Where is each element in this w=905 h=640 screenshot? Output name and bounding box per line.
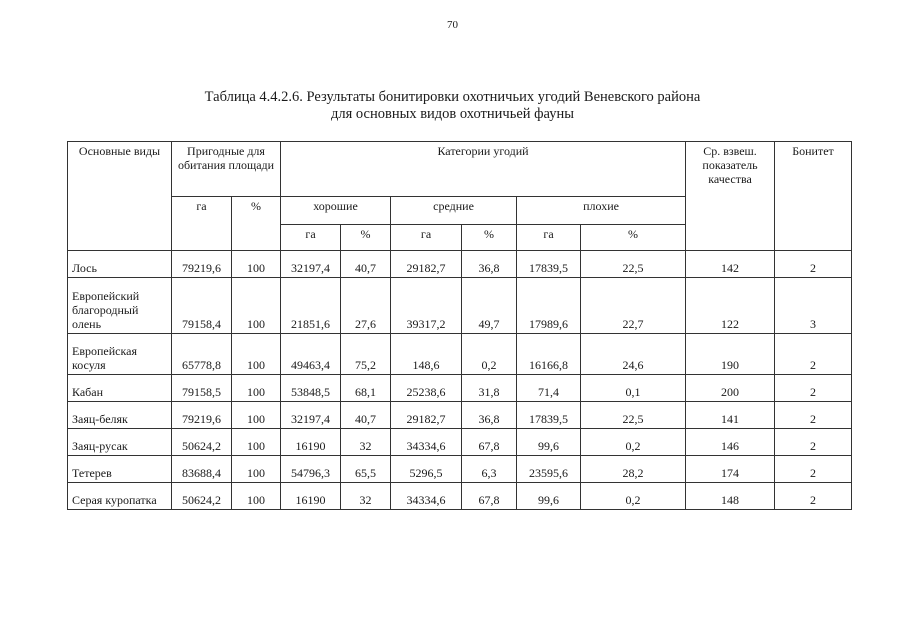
header-habitat-ha: га xyxy=(172,197,232,251)
cell-pct: 100 xyxy=(232,429,281,456)
cell-good-ha: 53848,5 xyxy=(281,375,341,402)
header-land-categories: Категории угодий xyxy=(281,142,686,197)
header-quality-index: Ср. взвеш. показатель качества xyxy=(686,142,775,251)
cell-quality: 146 xyxy=(686,429,775,456)
cell-poor-pct: 28,2 xyxy=(581,456,686,483)
cell-good-ha: 16190 xyxy=(281,429,341,456)
cell-ha: 79158,5 xyxy=(172,375,232,402)
cell-good-ha: 16190 xyxy=(281,483,341,510)
caption-line-2: для основных видов охотничьей фауны xyxy=(331,106,574,122)
header-good-ha: га xyxy=(281,225,341,251)
cell-poor-ha: 17839,5 xyxy=(517,402,581,429)
cell-pct: 100 xyxy=(232,456,281,483)
cell-bonitet: 2 xyxy=(775,402,852,429)
cell-poor-ha: 17839,5 xyxy=(517,251,581,278)
header-medium-ha: га xyxy=(391,225,462,251)
cell-good-pct: 40,7 xyxy=(341,402,391,429)
cell-medium-pct: 36,8 xyxy=(462,251,517,278)
cell-medium-ha: 34334,6 xyxy=(391,429,462,456)
header-good: хорошие xyxy=(281,197,391,225)
header-habitat-pct: % xyxy=(232,197,281,251)
cell-name: Европейский благородный олень xyxy=(68,278,172,334)
table-row xyxy=(68,483,852,510)
cell-pct: 100 xyxy=(232,251,281,278)
cell-quality: 200 xyxy=(686,375,775,402)
cell-medium-pct: 31,8 xyxy=(462,375,517,402)
cell-medium-pct: 49,7 xyxy=(462,278,517,334)
cell-poor-pct: 0,1 xyxy=(581,375,686,402)
header-poor-pct: % xyxy=(581,225,686,251)
cell-bonitet: 2 xyxy=(775,429,852,456)
cell-name: Серая куропатка xyxy=(68,483,172,510)
table-body xyxy=(68,251,852,510)
cell-good-ha: 21851,6 xyxy=(281,278,341,334)
cell-pct: 100 xyxy=(232,375,281,402)
header-medium: средние xyxy=(391,197,517,225)
cell-medium-ha: 25238,6 xyxy=(391,375,462,402)
header-bonitet: Бонитет xyxy=(775,142,852,251)
cell-medium-ha: 29182,7 xyxy=(391,402,462,429)
cell-ha: 50624,2 xyxy=(172,429,232,456)
cell-poor-ha: 16166,8 xyxy=(517,334,581,375)
cell-good-ha: 54796,3 xyxy=(281,456,341,483)
cell-pct: 100 xyxy=(232,278,281,334)
cell-medium-ha: 5296,5 xyxy=(391,456,462,483)
cell-good-ha: 32197,4 xyxy=(281,251,341,278)
cell-pct: 100 xyxy=(232,402,281,429)
cell-poor-pct: 22,5 xyxy=(581,251,686,278)
cell-bonitet: 2 xyxy=(775,334,852,375)
cell-quality: 190 xyxy=(686,334,775,375)
table-row xyxy=(68,251,852,278)
cell-ha: 79219,6 xyxy=(172,402,232,429)
cell-poor-ha: 71,4 xyxy=(517,375,581,402)
cell-poor-ha: 17989,6 xyxy=(517,278,581,334)
bonitet-table xyxy=(67,141,852,510)
cell-good-ha: 49463,4 xyxy=(281,334,341,375)
cell-bonitet: 2 xyxy=(775,251,852,278)
header-species: Основные виды xyxy=(68,142,172,251)
cell-quality: 142 xyxy=(686,251,775,278)
cell-quality: 174 xyxy=(686,456,775,483)
cell-medium-pct: 67,8 xyxy=(462,483,517,510)
cell-good-pct: 32 xyxy=(341,429,391,456)
cell-poor-ha: 23595,6 xyxy=(517,456,581,483)
cell-pct: 100 xyxy=(232,334,281,375)
cell-name: Заяц-русак xyxy=(68,429,172,456)
cell-name: Европейская косуля xyxy=(68,334,172,375)
cell-medium-ha: 39317,2 xyxy=(391,278,462,334)
caption-line-1: Таблица 4.4.2.6. Результаты бонитировки охотничьих угодий Веневского района xyxy=(204,89,701,105)
cell-poor-pct: 22,5 xyxy=(581,402,686,429)
cell-poor-pct: 24,6 xyxy=(581,334,686,375)
cell-name: Тетерев xyxy=(68,456,172,483)
header-poor-ha: га xyxy=(517,225,581,251)
cell-medium-ha: 29182,7 xyxy=(391,251,462,278)
cell-poor-ha: 99,6 xyxy=(517,483,581,510)
cell-medium-pct: 67,8 xyxy=(462,429,517,456)
page-number: 70 xyxy=(447,19,458,31)
table-caption xyxy=(0,89,905,123)
cell-good-pct: 27,6 xyxy=(341,278,391,334)
header-medium-pct: % xyxy=(462,225,517,251)
cell-poor-pct: 0,2 xyxy=(581,483,686,510)
table-row xyxy=(68,429,852,456)
header-good-pct: % xyxy=(341,225,391,251)
cell-poor-pct: 0,2 xyxy=(581,429,686,456)
cell-ha: 79219,6 xyxy=(172,251,232,278)
cell-name: Заяц-беляк xyxy=(68,402,172,429)
cell-ha: 65778,8 xyxy=(172,334,232,375)
table-row xyxy=(68,334,852,375)
cell-medium-pct: 0,2 xyxy=(462,334,517,375)
cell-ha: 50624,2 xyxy=(172,483,232,510)
cell-name: Кабан xyxy=(68,375,172,402)
cell-good-pct: 40,7 xyxy=(341,251,391,278)
table-row xyxy=(68,402,852,429)
cell-ha: 79158,4 xyxy=(172,278,232,334)
cell-good-pct: 68,1 xyxy=(341,375,391,402)
cell-name: Лось xyxy=(68,251,172,278)
cell-medium-ha: 34334,6 xyxy=(391,483,462,510)
cell-pct: 100 xyxy=(232,483,281,510)
cell-good-pct: 75,2 xyxy=(341,334,391,375)
cell-poor-pct: 22,7 xyxy=(581,278,686,334)
header-habitat-area: Пригодные для обитания площади xyxy=(172,142,281,197)
cell-bonitet: 2 xyxy=(775,375,852,402)
cell-poor-ha: 99,6 xyxy=(517,429,581,456)
table-row xyxy=(68,375,852,402)
table-row xyxy=(68,456,852,483)
table-row xyxy=(68,278,852,334)
cell-quality: 148 xyxy=(686,483,775,510)
cell-quality: 141 xyxy=(686,402,775,429)
cell-quality: 122 xyxy=(686,278,775,334)
cell-bonitet: 2 xyxy=(775,483,852,510)
cell-medium-pct: 36,8 xyxy=(462,402,517,429)
cell-bonitet: 3 xyxy=(775,278,852,334)
cell-good-pct: 65,5 xyxy=(341,456,391,483)
header-poor: плохие xyxy=(517,197,686,225)
cell-ha: 83688,4 xyxy=(172,456,232,483)
cell-good-pct: 32 xyxy=(341,483,391,510)
cell-good-ha: 32197,4 xyxy=(281,402,341,429)
cell-bonitet: 2 xyxy=(775,456,852,483)
cell-medium-pct: 6,3 xyxy=(462,456,517,483)
cell-medium-ha: 148,6 xyxy=(391,334,462,375)
